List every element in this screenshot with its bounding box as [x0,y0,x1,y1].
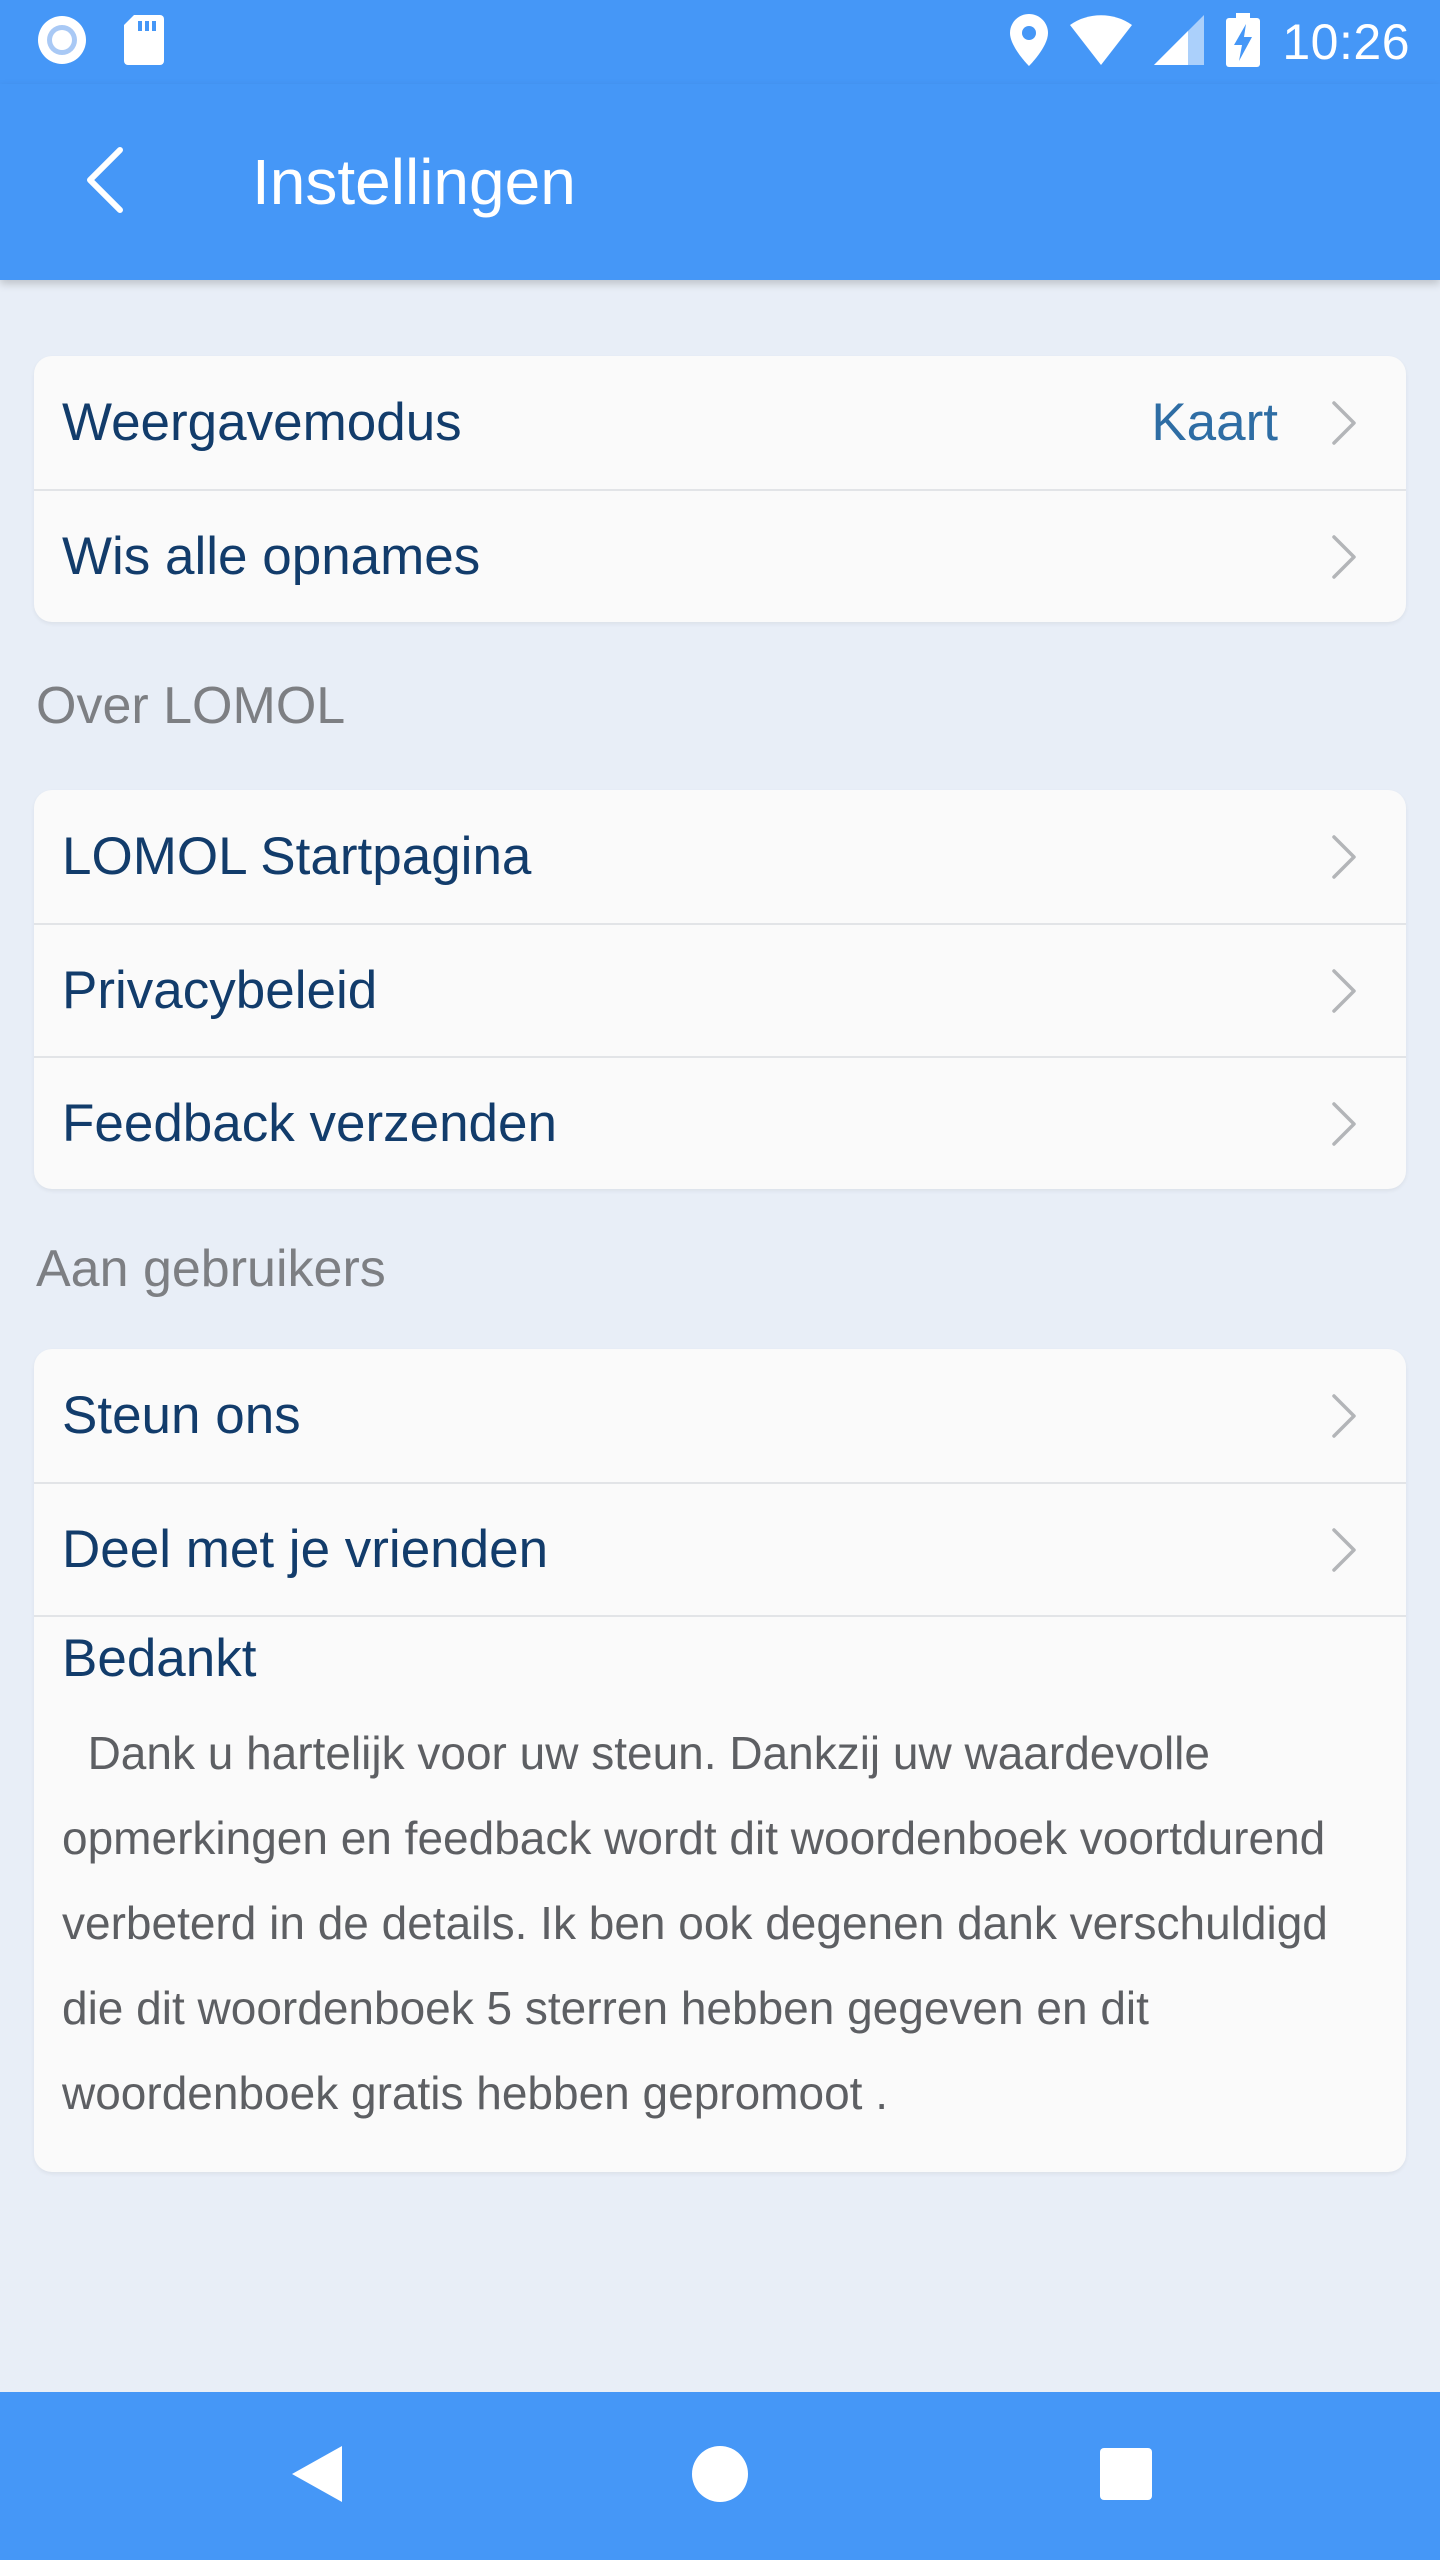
support-us-label: Steun ons [62,1386,301,1445]
clear-recordings-row[interactable] [34,489,1406,622]
chevron-right-icon [1324,395,1364,451]
users-card [34,1349,1406,2172]
chevron-right-icon [1324,529,1364,585]
nav-recents-icon [1098,2446,1154,2507]
chevron-right-icon [1324,1096,1364,1152]
about-section-header: Over LOMOL [36,677,346,735]
nav-back-icon [286,2442,346,2511]
thanks-text: Dank u hartelijk voor uw steun. Dankzij uw waardevolle opmerkingen en feedback wordt dit woordenboek voortdurend verbeterd in de details. Ik ben ook degenen dank verschuldigd die dit woordenboek 5 sterren hebben gegeven en dit woordenboek gratis hebben gepromoot . [62,1727,1341,2119]
location-icon [1010,14,1048,71]
nav-home-button[interactable] [680,2436,760,2516]
homepage-label: LOMOL Startpagina [62,827,532,886]
status-right-icons [1010,16,1410,68]
status-left-icons [36,18,164,66]
display-mode-label: Weergavemodus [62,393,462,452]
clear-recordings-label: Wis alle opnames [62,527,481,586]
thanks-title: Bedankt [62,1629,257,1688]
nav-back-button[interactable] [276,2436,356,2516]
share-friends-row[interactable] [34,1482,1406,1615]
chevron-right-icon [1324,1522,1364,1578]
support-us-row[interactable] [34,1349,1406,1482]
thanks-block [34,1615,1406,2172]
privacy-policy-row[interactable] [34,923,1406,1056]
app-bar [0,84,1440,280]
back-arrow-icon [78,144,130,221]
chevron-right-icon [1324,1388,1364,1444]
status-bar [0,0,1440,84]
settings-content [34,356,1406,2172]
about-card [34,790,1406,1189]
share-friends-label: Deel met je vrienden [62,1520,549,1579]
users-section-header: Aan gebruikers [36,1240,386,1298]
chevron-right-icon [1324,829,1364,885]
sd-card-icon [124,15,164,70]
signal-icon [1154,15,1204,70]
send-feedback-row[interactable] [34,1056,1406,1189]
nav-recents-button[interactable] [1086,2436,1166,2516]
send-feedback-label: Feedback verzenden [62,1094,557,1153]
page-title: Instellingen [252,146,576,218]
status-time: 10:26 [1282,14,1410,70]
nav-home-icon [690,2444,750,2509]
homepage-row[interactable] [34,790,1406,923]
privacy-policy-label: Privacybeleid [62,961,378,1020]
display-mode-value: Kaart [1151,393,1278,452]
display-mode-row[interactable] [34,356,1406,489]
display-settings-card [34,356,1406,622]
battery-charging-icon [1226,13,1260,72]
chevron-right-icon [1324,963,1364,1019]
back-button[interactable] [56,134,152,230]
circle-icon [36,14,88,71]
wifi-icon [1070,15,1132,70]
system-nav-bar [0,2392,1440,2560]
